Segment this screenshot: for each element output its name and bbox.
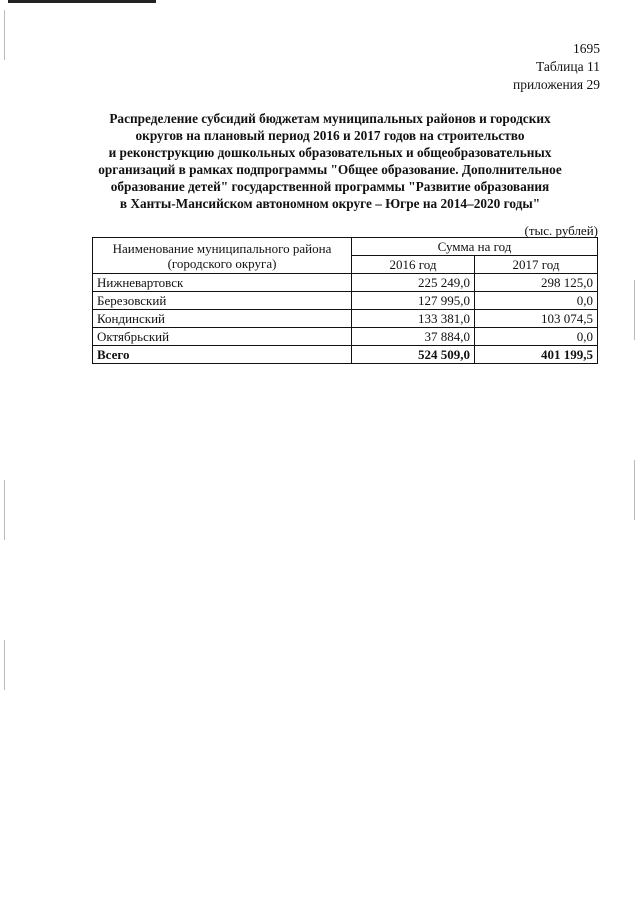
- table-label: Таблица 11: [536, 59, 600, 74]
- title-line: образование детей" государственной программы "Развитие образования: [110, 179, 550, 194]
- table-row: [93, 274, 598, 292]
- page-number: 1695: [573, 41, 600, 56]
- total-label: Всего: [93, 346, 352, 364]
- table-row: [93, 310, 598, 328]
- total-2016: 524 509,0: [352, 346, 475, 364]
- title-line: и реконструкцию дошкольных образовательных и общеобразовательных: [108, 145, 552, 160]
- margin-mark: [4, 10, 5, 60]
- column-header-sum: Сумма на год: [352, 238, 598, 256]
- margin-mark: [4, 480, 5, 540]
- margin-mark: [4, 640, 5, 690]
- column-header-name-line1: Наименование муниципального района: [112, 240, 332, 256]
- column-header-2017: 2017 год: [475, 256, 598, 274]
- amount-2016: 133 381,0: [352, 310, 475, 328]
- title-line: Распределение субсидий бюджетам муниципальных районов и городских: [109, 111, 551, 126]
- margin-mark: [634, 460, 635, 520]
- title-line: округов на плановый период 2016 и 2017 годов на строительство: [135, 128, 525, 143]
- title-line: организаций в рамках подпрограммы "Общее образование. Дополнительное: [98, 162, 562, 177]
- margin-mark: [634, 280, 635, 340]
- amount-2017: 0,0: [475, 328, 598, 346]
- column-header-name-line2: (городского округа): [167, 255, 277, 271]
- page-header: [513, 40, 600, 94]
- title-line: в Ханты-Мансийском автономном округе – Югре на 2014–2020 годы": [119, 196, 541, 211]
- amount-2017: 103 074,5: [475, 310, 598, 328]
- municipality-name: Кондинский: [93, 310, 352, 328]
- amount-2017: 298 125,0: [475, 274, 598, 292]
- left-margin-marks: [4, 0, 6, 905]
- amount-2016: 37 884,0: [352, 328, 475, 346]
- units-label: (тыс. рублей): [524, 223, 598, 238]
- total-2017: 401 199,5: [475, 346, 598, 364]
- municipality-name: Березовский: [93, 292, 352, 310]
- document-title: [80, 110, 580, 212]
- column-header-2016: 2016 год: [352, 256, 475, 274]
- table-row: [93, 292, 598, 310]
- scan-top-line: [8, 0, 156, 3]
- total-row: [93, 346, 598, 364]
- amount-2017: 0,0: [475, 292, 598, 310]
- table-header-row: [93, 238, 598, 256]
- subsidy-table: [92, 237, 598, 364]
- amount-2016: 225 249,0: [352, 274, 475, 292]
- column-header-name: [93, 238, 352, 274]
- right-margin-marks: [634, 0, 636, 905]
- municipality-name: Нижневартовск: [93, 274, 352, 292]
- appendix-label: приложения 29: [512, 77, 600, 92]
- municipality-name: Октябрьский: [93, 328, 352, 346]
- amount-2016: 127 995,0: [352, 292, 475, 310]
- table-row: [93, 328, 598, 346]
